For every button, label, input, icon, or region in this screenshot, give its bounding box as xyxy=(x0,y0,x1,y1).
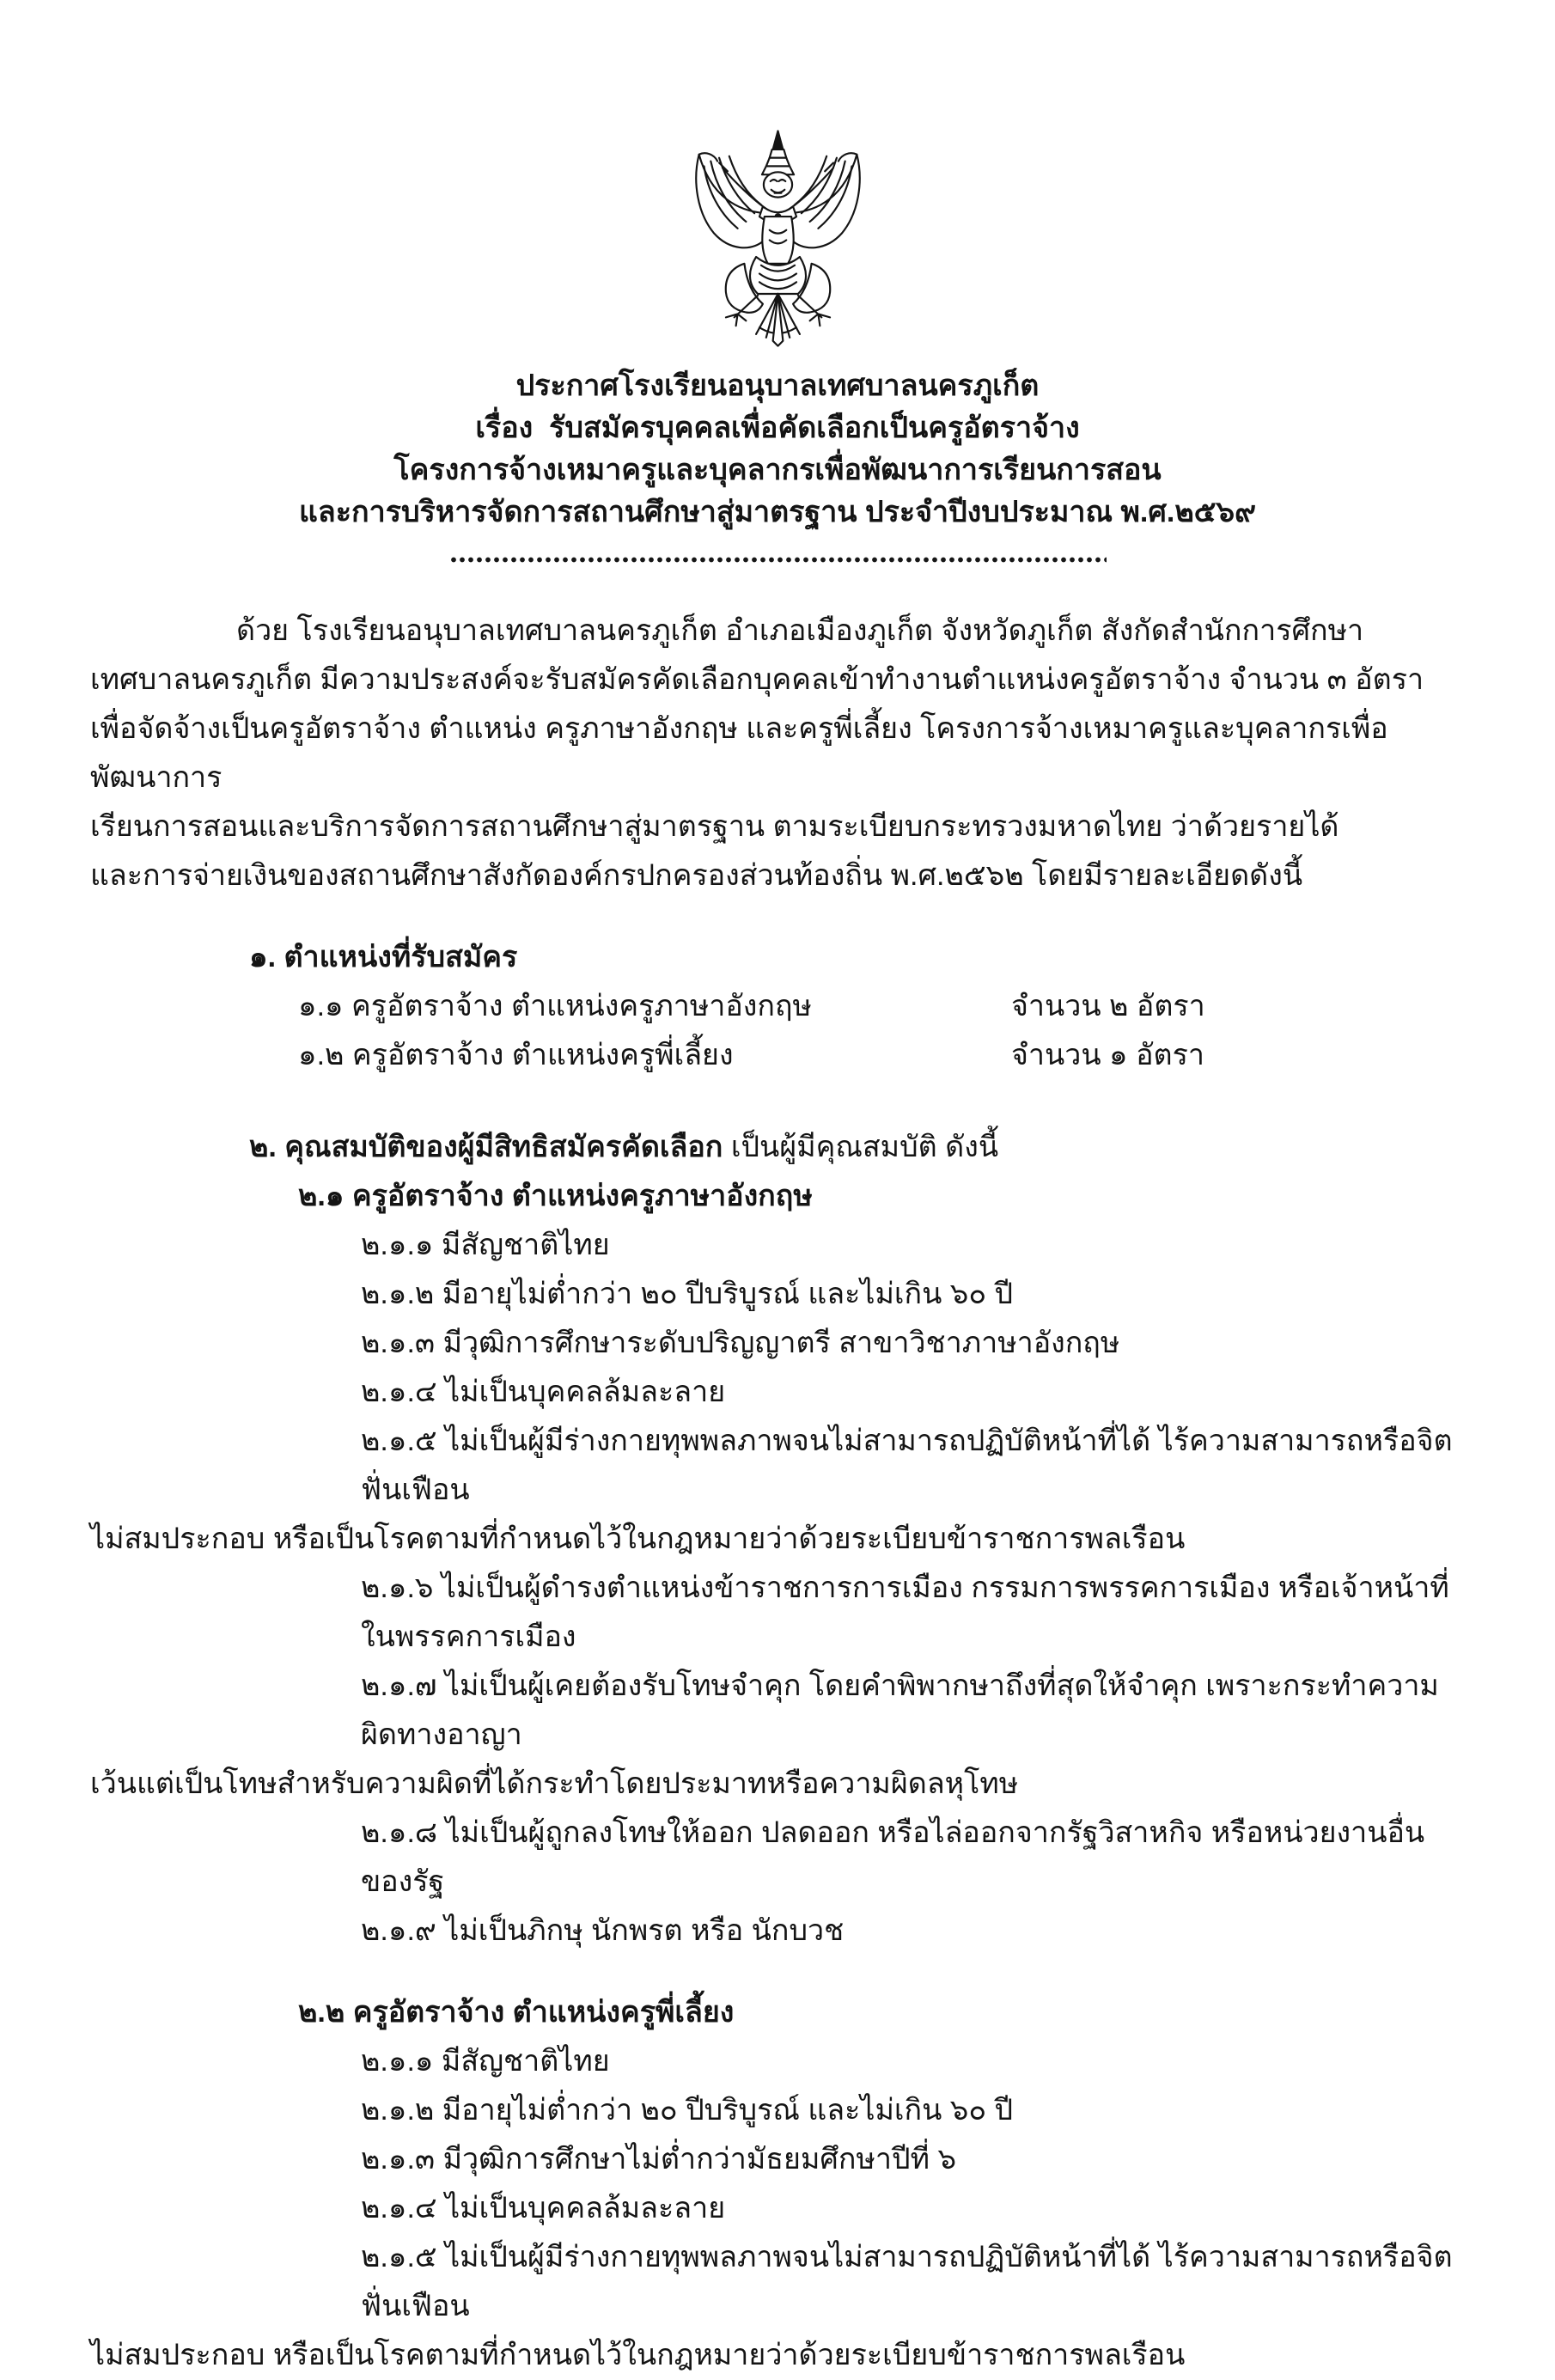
qual-en-line-9: เว้นแต่เป็นโทษสำหรับความผิดที่ได้กระทำโดยประมาทหรือความผิดลหุโทษ xyxy=(90,1767,1019,1800)
qual-nanny-line-5: ๒.๑.๕ ไม่เป็นผู้มีร่างกายทุพพลภาพจนไม่สามารถปฏิบัติหน้าที่ได้ ไร้ความสามารถหรือจิตฟั่นเฟือน xyxy=(361,2241,1453,2322)
qual-nanny-line-1: ๒.๑.๑ มีสัญชาติไทย xyxy=(361,2045,610,2078)
position-item-2-label: ๑.๒ ครูอัตราจ้าง ตำแหน่งครูพี่เลี้ยง xyxy=(298,1039,734,1071)
section-2-heading-bold: ๒. คุณสมบัติของผู้มีสิทธิสมัครคัดเลือก xyxy=(249,1131,723,1163)
qual-nanny-line-4: ๒.๑.๔ ไม่เป็นบุคคลล้มละลาย xyxy=(361,2192,726,2224)
position-item-1-label: ๑.๑ ครูอัตราจ้าง ตำแหน่งครูภาษาอังกฤษ xyxy=(298,990,812,1022)
document-body xyxy=(0,607,1555,2380)
intro-line-3: เพื่อจัดจ้างเป็นครูอัตราจ้าง ตำแหน่ง ครูภาษาอังกฤษ และครูพี่เลี้ยง โครงการจ้างเหมาครูและบุคลากรเพื่อพัฒนาการ xyxy=(90,712,1388,794)
qual-en-line-6: ไม่สมประกอบ หรือเป็นโรคตามที่กำหนดไว้ในกฎหมายว่าด้วยระเบียบข้าราชการพลเรือน xyxy=(90,1523,1186,1555)
qual-en-line-2: ๒.๑.๒ มีอายุไม่ต่ำกว่า ๒๐ ปีบริบูรณ์ และไม่เกิน ๖๐ ปี xyxy=(361,1278,1014,1310)
qual-nanny-line-2: ๒.๑.๒ มีอายุไม่ต่ำกว่า ๒๐ ปีบริบูรณ์ และไม่เกิน ๖๐ ปี xyxy=(361,2094,1014,2127)
section-1-heading: ๑. ตำแหน่งที่รับสมัคร xyxy=(249,941,518,973)
qual-en-line-7: ๒.๑.๖ ไม่เป็นผู้ดำรงตำแหน่งข้าราชการการเมือง กรรมการพรรคการเมือง หรือเจ้าหน้าที่ในพรรคการเมือง xyxy=(361,1571,1449,1653)
qual-en-line-4: ๒.๑.๔ ไม่เป็นบุคคลล้มละลาย xyxy=(361,1376,726,1408)
qual-nanny-line-6: ไม่สมประกอบ หรือเป็นโรคตามที่กำหนดไว้ในกฎหมายว่าด้วยระเบียบข้าราชการพลเรือน xyxy=(90,2339,1186,2371)
emblem-container xyxy=(0,0,1555,348)
intro-line-5: และการจ่ายเงินของสถานศึกษาสังกัดองค์กรปกครองส่วนท้องถิ่น พ.ศ.๒๕๖๒ โดยมีรายละเอียดดังนี้ xyxy=(90,859,1303,892)
section-2-heading xyxy=(249,1123,1462,1172)
dotted-divider xyxy=(449,556,1107,564)
garuda-emblem-icon xyxy=(686,129,870,348)
position-item-1-count: จำนวน ๒ อัตรา xyxy=(1011,990,1205,1022)
title-line-1: ประกาศโรงเรียนอนุบาลเทศบาลนครภูเก็ต xyxy=(515,369,1040,402)
qual-nanny-line-3: ๒.๑.๓ มีวุฒิการศึกษาไม่ต่ำกว่ามัธยมศึกษาปีที่ ๖ xyxy=(361,2143,957,2176)
intro-line-2: เทศบาลนครภูเก็ต มีความประสงค์จะรับสมัครคัดเลือกบุคคลเข้าทำงานตำแหน่งครูอัตราจ้าง จำนวน ๓ อัตรา xyxy=(90,663,1424,696)
section-2-2-heading: ๒.๒ ครูอัตราจ้าง ตำแหน่งครูพี่เลี้ยง xyxy=(298,1996,735,2029)
announcement-title xyxy=(0,365,1555,534)
position-item-2 xyxy=(298,1031,1462,1080)
qual-en-line-5: ๒.๑.๕ ไม่เป็นผู้มีร่างกายทุพพลภาพจนไม่สามารถปฏิบัติหน้าที่ได้ ไร้ความสามารถหรือจิตฟั่นเฟือน xyxy=(361,1425,1453,1506)
section-2-heading-tail: เป็นผู้มีคุณสมบัติ ดังนี้ xyxy=(723,1131,999,1163)
title-line-3: โครงการจ้างเหมาครูและบุคลากรเพื่อพัฒนาการเรียนการสอน xyxy=(393,454,1162,486)
section-2-1-heading: ๒.๑ ครูอัตราจ้าง ตำแหน่งครูภาษาอังกฤษ xyxy=(298,1180,813,1212)
intro-line-4: เรียนการสอนและบริการจัดการสถานศึกษาสู่มาตรฐาน ตามระเบียบกระทรวงมหาดไทย ว่าด้วยรายได้ xyxy=(90,810,1339,843)
intro-line-1: ด้วย โรงเรียนอนุบาลเทศบาลนครภูเก็ต อำเภอเมืองภูเก็ต จังหวัดภูเก็ต สังกัดสำนักการศึกษา xyxy=(236,614,1364,647)
title-line-4: และการบริหารจัดการสถานศึกษาสู่มาตรฐาน ประจำปีงบประมาณ พ.ศ.๒๕๖๙ xyxy=(299,496,1256,528)
qual-en-line-3: ๒.๑.๓ มีวุฒิการศึกษาระดับปริญญาตรี สาขาวิชาภาษาอังกฤษ xyxy=(361,1327,1120,1359)
intro-paragraph xyxy=(90,607,1462,900)
position-item-1 xyxy=(298,982,1462,1031)
title-line-2: เรื่อง รับสมัครบุคคลเพื่อคัดเลือกเป็นครูอัตราจ้าง xyxy=(475,412,1080,444)
qual-en-line-1: ๒.๑.๑ มีสัญชาติไทย xyxy=(361,1229,610,1261)
qual-en-line-8: ๒.๑.๗ ไม่เป็นผู้เคยต้องรับโทษจำคุก โดยคำพิพากษาถึงที่สุดให้จำคุก เพราะกระทำความผิดทางอาญา xyxy=(361,1669,1439,1751)
position-item-2-count: จำนวน ๑ อัตรา xyxy=(1011,1039,1204,1071)
qual-en-line-10: ๒.๑.๘ ไม่เป็นผู้ถูกลงโทษให้ออก ปลดออก หรือไล่ออกจากรัฐวิสาหกิจ หรือหน่วยงานอื่นของรัฐ xyxy=(361,1816,1425,1898)
qual-en-line-11: ๒.๑.๙ ไม่เป็นภิกษุ นักพรต หรือ นักบวช xyxy=(361,1914,845,1947)
